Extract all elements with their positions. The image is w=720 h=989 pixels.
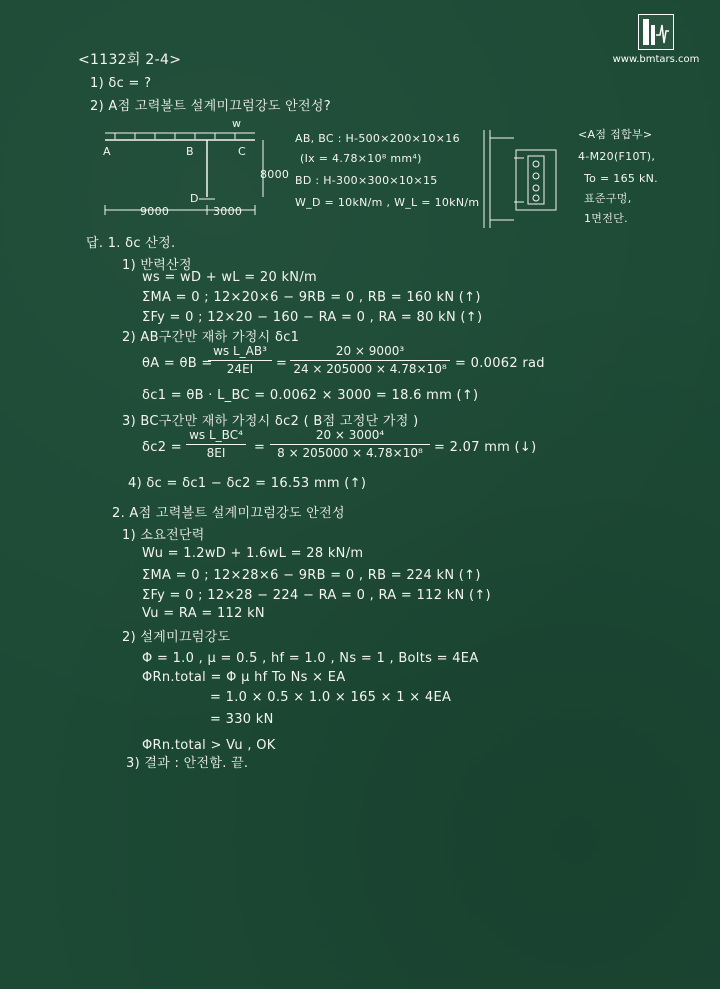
section-ab-bc: AB, BC : H-500×200×10×16 bbox=[295, 132, 460, 145]
node-c-label: C bbox=[238, 145, 246, 158]
factored-load: Wu = 1.2wD + 1.6wL = 28 kN/m bbox=[142, 546, 364, 561]
load-label: w bbox=[232, 117, 242, 130]
rotation-formula-num: ws L_AB³ bbox=[213, 344, 267, 358]
slip-substitution: = 1.0 × 0.5 × 1.0 × 165 × 1 × 4EA bbox=[210, 690, 452, 705]
node-d-label: D bbox=[190, 192, 199, 205]
moment-equilibrium-1: ΣMA = 0 ; 12×20×6 − 9RB = 0 , RB = 160 kN (↑) bbox=[142, 290, 481, 305]
connection-hole: 표준구멍, bbox=[584, 192, 632, 205]
slip-parameters: Φ = 1.0 , μ = 0.5 , hf = 1.0 , Ns = 1 , Bolts = 4EA bbox=[142, 651, 479, 666]
node-b-label: B bbox=[186, 145, 194, 158]
connection-sketch bbox=[476, 128, 572, 232]
left-span-dimension: 9000 bbox=[140, 205, 170, 218]
cantilever-result: = 2.07 mm (↓) bbox=[434, 440, 537, 455]
cantilever-substitution bbox=[270, 428, 430, 461]
total-deflection: 4) δc = δc1 − δc2 = 16.53 mm (↑) bbox=[128, 476, 367, 491]
slip-formula: ΦRn.total = Φ μ hf To Ns × EA bbox=[142, 670, 346, 685]
step-slip-strength: 2) 설계미끄럼강도 bbox=[122, 630, 231, 645]
connection-title: <A점 접합부> bbox=[578, 128, 653, 141]
cantilever-substitution-num: 20 × 3000⁴ bbox=[315, 428, 385, 442]
loads: W_D = 10kN/m , W_L = 10kN/m bbox=[295, 196, 480, 209]
vertical-equilibrium-1: ΣFy = 0 ; 12×20 − 160 − RA = 0 , RA = 80 kN (↑) bbox=[142, 310, 483, 325]
cantilever-formula-den: 8EI bbox=[206, 446, 226, 460]
vertical-equilibrium-2: ΣFy = 0 ; 12×28 − 224 − RA = 0 , RA = 112 kN (↑) bbox=[142, 588, 491, 603]
section-bd: BD : H-300×300×10×15 bbox=[295, 174, 438, 187]
deflection-c1: δc1 = θB · L_BC = 0.0062 × 3000 = 18.6 mm (↑) bbox=[142, 388, 479, 403]
rotation-formula-den: 24EI bbox=[226, 362, 254, 376]
connection-bolts: 4-M20(F10T), bbox=[578, 150, 656, 163]
frame-diagram bbox=[95, 115, 285, 225]
connection-shear: 1면전단. bbox=[584, 212, 628, 225]
question-1: 1) δc = ? bbox=[90, 76, 152, 91]
equals-1: = bbox=[276, 356, 288, 371]
cantilever-substitution-den: 8 × 205000 × 4.78×10⁸ bbox=[277, 446, 423, 460]
load-arrows bbox=[115, 133, 235, 139]
rotation-substitution-num: 20 × 9000³ bbox=[335, 344, 405, 358]
height-dimension: 8000 bbox=[260, 168, 290, 181]
step-bc-loading: 3) BC구간만 재하 가정시 δc2 ( B점 고정단 가정 ) bbox=[122, 414, 419, 429]
connection-pretension: To = 165 kN. bbox=[584, 172, 658, 185]
moment-of-inertia: (Ix = 4.78×10⁸ mm⁴) bbox=[300, 152, 422, 165]
step-reactions: 1) 반력산정 bbox=[122, 258, 192, 273]
cantilever-formula bbox=[186, 428, 246, 461]
question-2: 2) A점 고력볼트 설계미끄럼강도 안전성? bbox=[90, 99, 331, 114]
rotation-result: = 0.0062 rad bbox=[455, 356, 545, 371]
slip-result: = 330 kN bbox=[210, 712, 274, 727]
solution-heading-1: 답. 1. δc 산정. bbox=[86, 236, 176, 251]
rotation-substitution bbox=[290, 344, 450, 377]
solution-heading-2: 2. A점 고력볼트 설계미끄럼강도 안전성 bbox=[112, 506, 345, 521]
step-required-shear: 1) 소요전단력 bbox=[122, 528, 205, 543]
rotation-formula bbox=[208, 344, 272, 377]
logo-icon bbox=[638, 14, 674, 50]
node-a-label: A bbox=[103, 145, 111, 158]
conclusion: 3) 결과 : 안전함. 끝. bbox=[126, 756, 249, 771]
problem-title: <1132회 2-4> bbox=[78, 52, 182, 68]
cantilever-formula-num: ws L_BC⁴ bbox=[189, 428, 243, 442]
right-span-dimension: 3000 bbox=[213, 205, 243, 218]
rotation-left: θA = θB = bbox=[142, 356, 213, 371]
rotation-substitution-den: 24 × 205000 × 4.78×10⁸ bbox=[293, 362, 447, 376]
equals-2: = bbox=[254, 440, 266, 455]
step-ab-loading: 2) AB구간만 재하 가정시 δc1 bbox=[122, 330, 300, 345]
required-shear: Vu = RA = 112 kN bbox=[142, 606, 265, 621]
deflection-c2-left: δc2 = bbox=[142, 440, 182, 455]
logo-url: www.bmtars.com bbox=[612, 54, 700, 65]
strength-check: ΦRn.total > Vu , OK bbox=[142, 738, 276, 753]
service-load: ws = wD + wL = 20 kN/m bbox=[142, 270, 317, 285]
logo bbox=[606, 14, 706, 65]
moment-equilibrium-2: ΣMA = 0 ; 12×28×6 − 9RB = 0 , RB = 224 kN (↑) bbox=[142, 568, 481, 583]
